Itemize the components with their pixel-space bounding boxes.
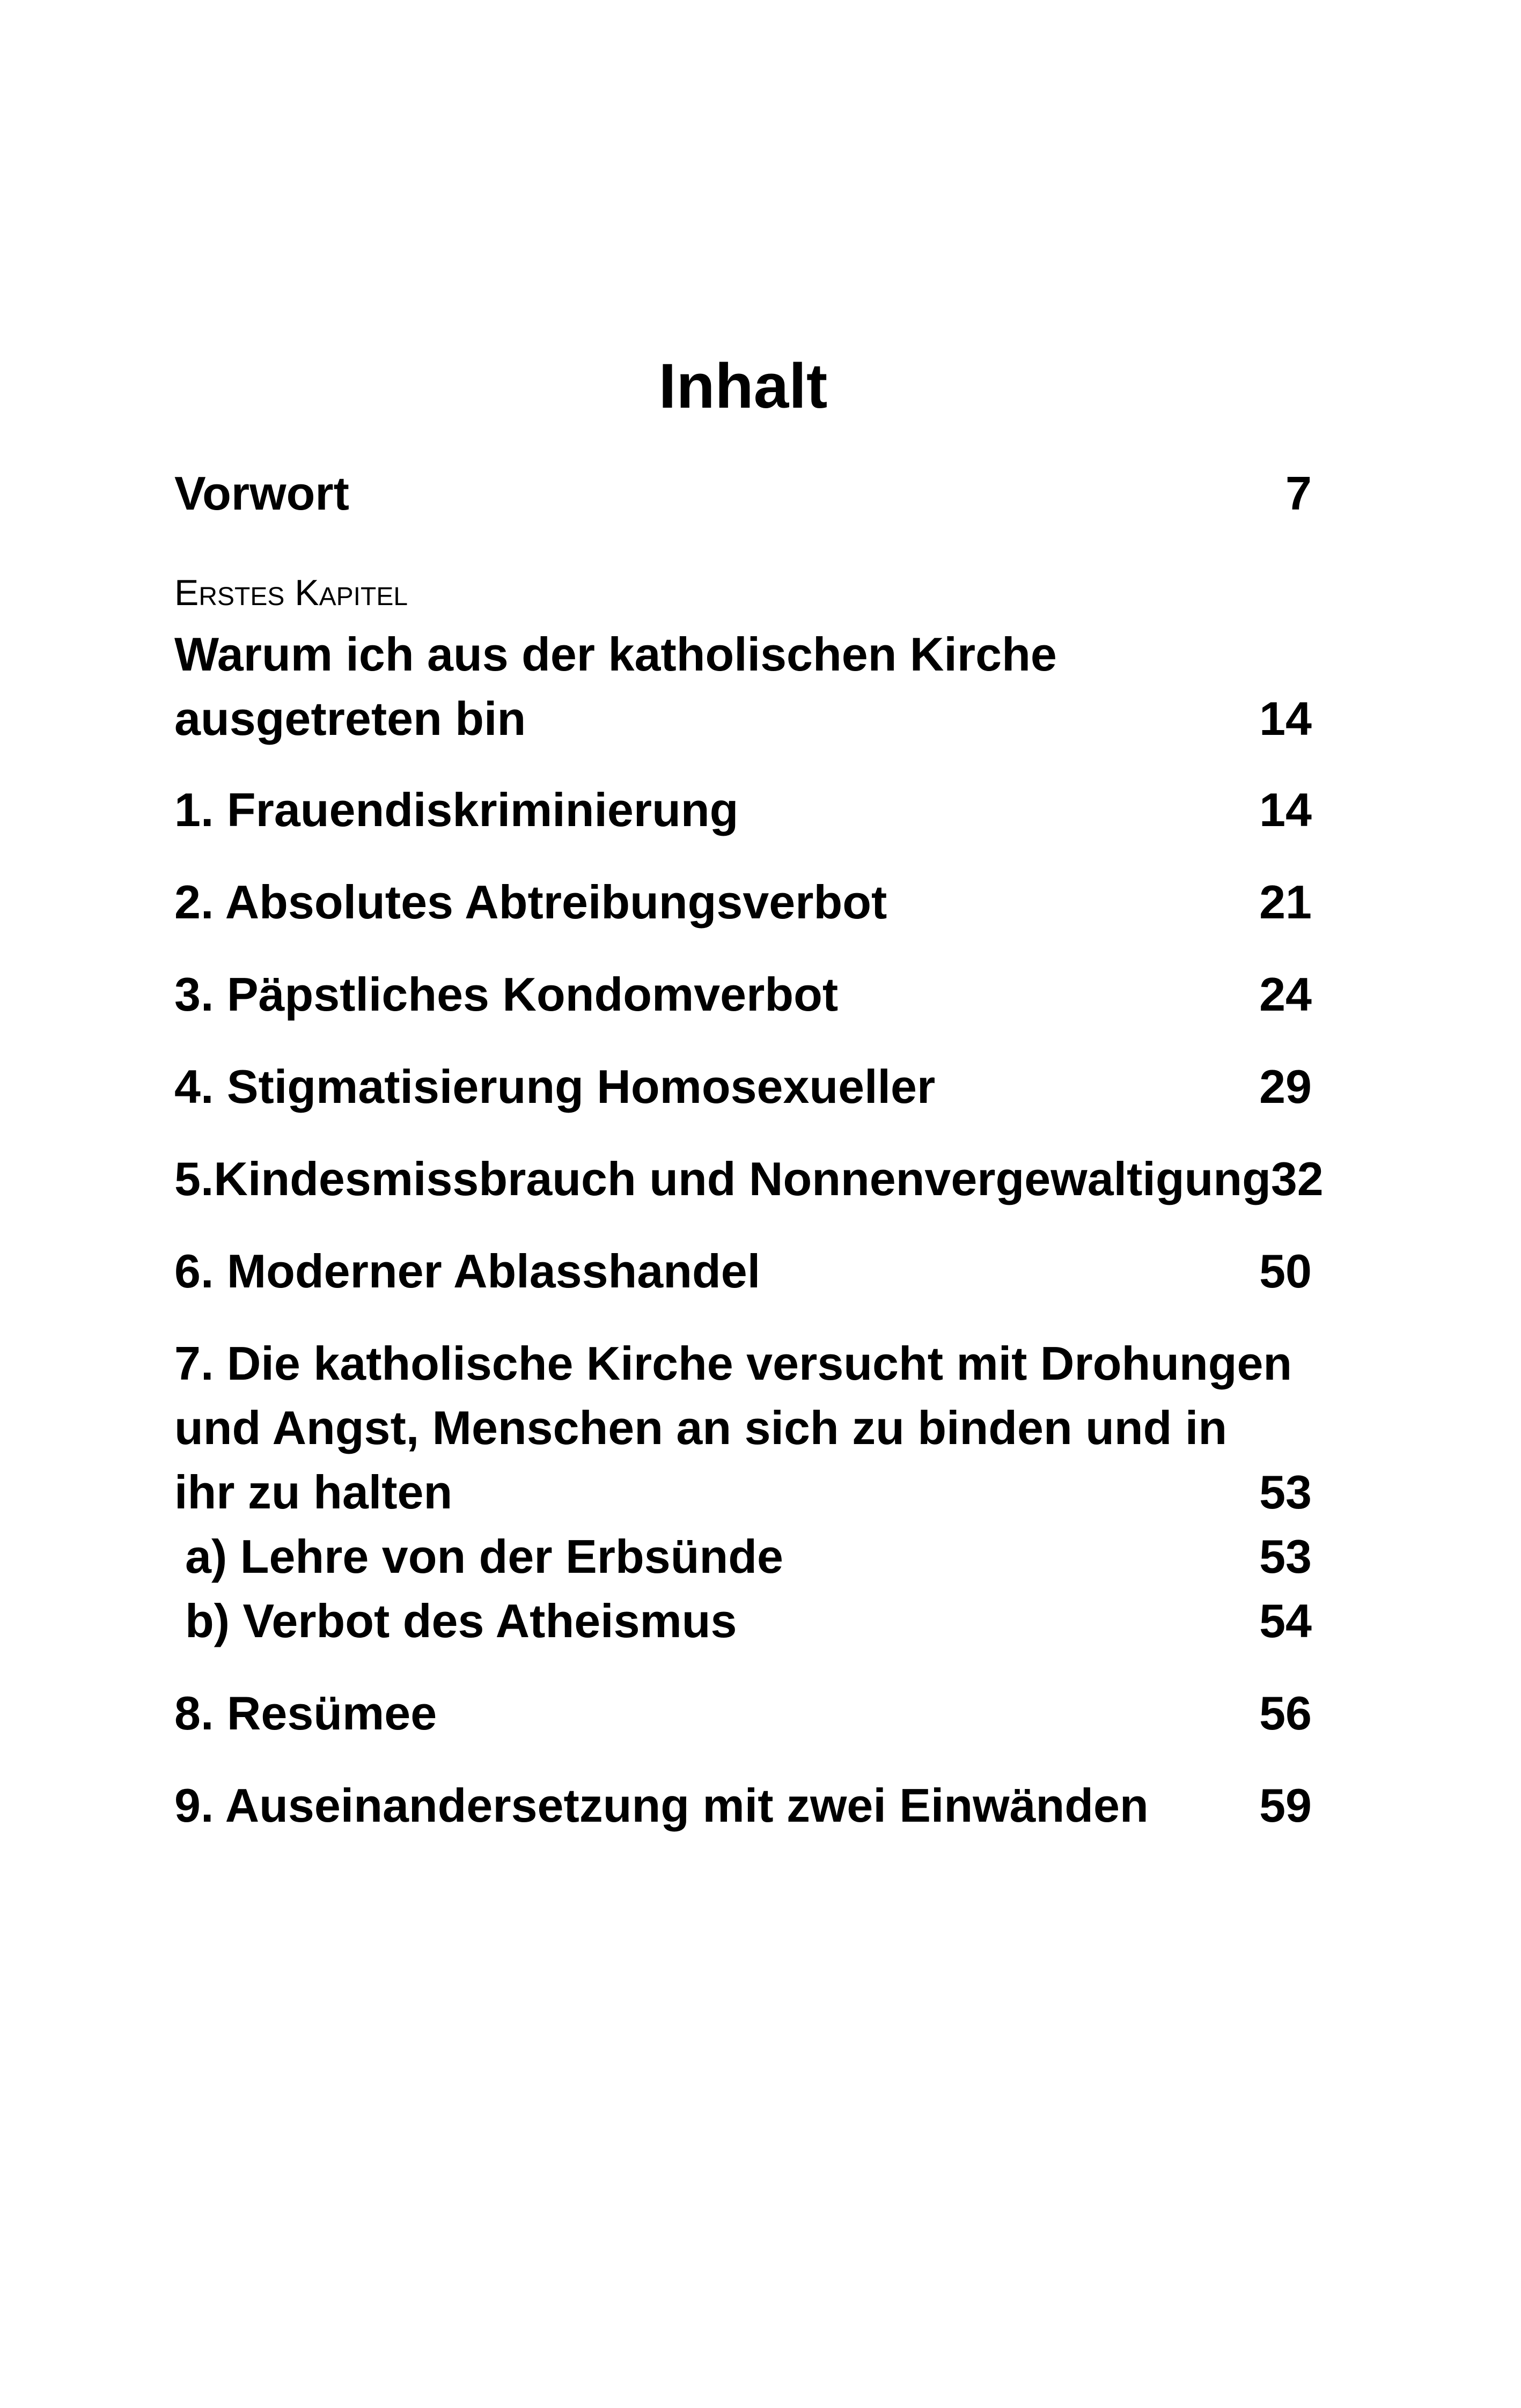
toc-entry-item-7: [174, 1331, 1312, 1653]
toc-entry-label: 4. Stigmatisierung Homosexueller: [174, 1060, 936, 1113]
toc-entry: [174, 1773, 1312, 1838]
toc-entry-page: 21: [1259, 875, 1312, 929]
toc-subentry: [174, 1525, 1312, 1589]
toc-entry-page: 24: [1259, 968, 1312, 1021]
toc-entry-label: 3. Päpstliches Kondomverbot: [174, 968, 839, 1021]
toc-entry: [174, 870, 1312, 934]
toc-entry-label: 2. Absolutes Abtreibungsverbot: [174, 875, 887, 929]
toc-entry-preface: [174, 461, 1312, 526]
toc-entry-page: 14: [1259, 783, 1312, 836]
toc-entry-page: 14: [1259, 692, 1312, 745]
toc-entry-label: 9. Auseinandersetzung mit zwei Einwänden: [174, 1779, 1149, 1832]
toc-entry-page: 56: [1259, 1687, 1312, 1740]
toc-entry-line: und Angst, Menschen an sich zu binden und in: [174, 1401, 1228, 1454]
toc-entry-label: 8. Resümee: [174, 1687, 437, 1740]
table-of-contents: [174, 461, 1324, 1838]
toc-entry-page: 29: [1259, 1060, 1312, 1113]
toc-entry-page: 59: [1259, 1779, 1312, 1832]
toc-entry-page: 50: [1259, 1244, 1312, 1298]
toc-entry: [174, 1055, 1312, 1119]
toc-entry-page: 53: [1259, 1466, 1312, 1519]
page-title: Inhalt: [658, 351, 828, 422]
toc-subentry-label: a) Lehre von der Erbsünde: [185, 1530, 783, 1583]
toc-entry-line: 7. Die katholische Kirche versucht mit Drohungen: [174, 1337, 1292, 1390]
chapter-label: Erstes Kapitel: [174, 572, 408, 613]
chapter-title-line: Warum ich aus der katholischen Kirche: [174, 628, 1057, 681]
toc-subentry: [174, 1589, 1312, 1653]
toc-entry: [174, 1681, 1312, 1746]
toc-entry-page: 32: [1270, 1152, 1324, 1205]
toc-entry-label: 5.Kindesmissbrauch und Nonnenvergewaltigung: [174, 1152, 1271, 1205]
toc-entry-chapter-title: [174, 622, 1312, 751]
toc-entry-page: 7: [1285, 467, 1312, 520]
toc-entry: [174, 778, 1312, 842]
toc-entry-line: ihr zu halten: [174, 1466, 453, 1519]
toc-entry-label: 6. Moderner Ablasshandel: [174, 1244, 761, 1298]
chapter-title-line: ausgetreten bin: [174, 692, 526, 745]
toc-subentry-page: 53: [1259, 1530, 1312, 1583]
toc-entry-label: 1. Frauendiskriminierung: [174, 783, 739, 836]
toc-subentry-page: 54: [1259, 1594, 1312, 1647]
toc-entry: [174, 962, 1312, 1027]
toc-entry: [174, 1147, 1324, 1211]
toc-entry-label: Vorwort: [174, 467, 349, 520]
toc-subentry-label: b) Verbot des Atheismus: [185, 1594, 737, 1647]
toc-entry: [174, 1239, 1312, 1304]
